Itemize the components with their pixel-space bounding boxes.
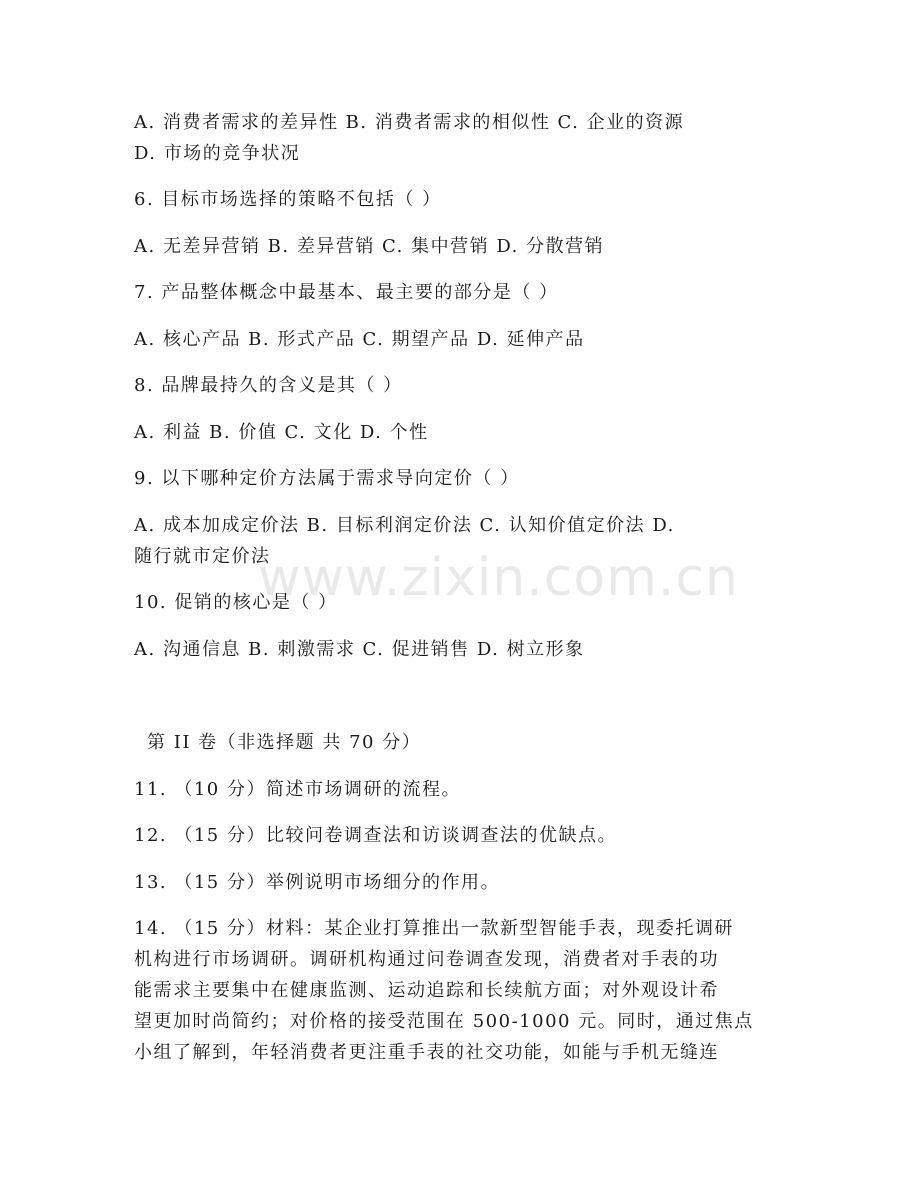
q8-options: A. 利益 B. 价值 C. 文化 D. 个性: [134, 422, 429, 443]
q6-question: 6. 目标市场选择的策略不包括（ ）: [134, 189, 442, 210]
q14-line-1: 14. （15 分）材料：某企业打算推出一款新型智能手表，现委托调研: [134, 918, 734, 939]
watermark: www.zixin.com.cn: [258, 548, 739, 608]
q8-question: 8. 品牌最持久的含义是其（ ）: [134, 375, 403, 396]
q5-options-line-1: A. 消费者需求的差异性 B. 消费者需求的相似性 C. 企业的资源: [134, 112, 685, 133]
q14-line-2: 机构进行市场调研。调研机构通过问卷调查发现，消费者对手表的功: [134, 949, 719, 970]
q7-question: 7. 产品整体概念中最基本、最主要的部分是（ ）: [134, 282, 559, 303]
q11: 11. （10 分）简述市场调研的流程。: [134, 779, 461, 800]
q14-line-4: 望更加时尚简约；对价格的接受范围在 500-1000 元。同时，通过焦点: [134, 1011, 754, 1032]
q10-options: A. 沟通信息 B. 刺激需求 C. 促进销售 D. 树立形象: [134, 639, 585, 660]
q5-options-line-2: D. 市场的竞争状况: [134, 143, 301, 164]
q9-options-line-1: A. 成本加成定价法 B. 目标利润定价法 C. 认知价值定价法 D.: [134, 515, 675, 536]
q10-question: 10. 促销的核心是（ ）: [134, 592, 338, 613]
q7-options: A. 核心产品 B. 形式产品 C. 期望产品 D. 延伸产品: [134, 329, 585, 350]
q6-options: A. 无差异营销 B. 差异营销 C. 集中营销 D. 分散营销: [134, 236, 605, 257]
section-heading: 第 II 卷（非选择题 共 70 分）: [147, 732, 422, 753]
q14-line-5: 小组了解到，年轻消费者更注重手表的社交功能，如能与手机无缝连: [134, 1042, 719, 1063]
q12: 12. （15 分）比较问卷调查法和访谈调查法的优缺点。: [134, 825, 617, 846]
q9-options-line-2: 随行就市定价法: [134, 546, 271, 567]
q14-line-3: 能需求主要集中在健康监测、运动追踪和长续航方面；对外观设计希: [134, 980, 719, 1001]
q13: 13. （15 分）举例说明市场细分的作用。: [134, 872, 500, 893]
q9-question: 9. 以下哪种定价方法属于需求导向定价（ ）: [134, 468, 520, 489]
